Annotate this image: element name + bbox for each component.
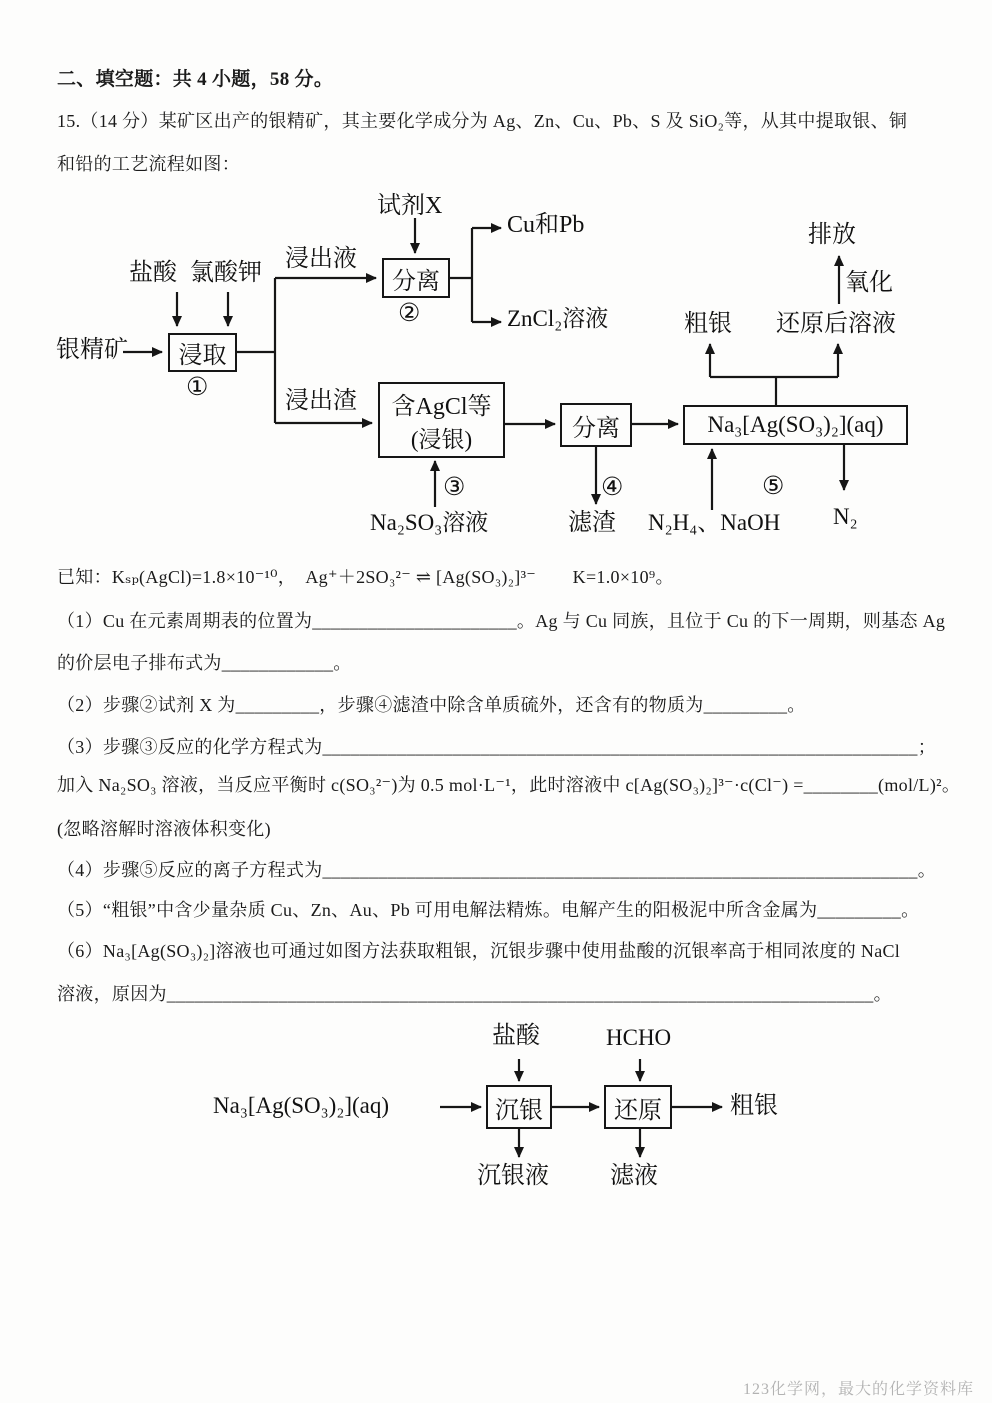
silver-precipitation-diagram <box>0 1015 992 1210</box>
question-3-note: (忽略溶解时溶液体积变化) <box>57 819 271 839</box>
question-3-line-2: 加入 Na₂SO₃ 溶液，当反应平衡时 c(SO₃²⁻)为 0.5 mol·L⁻¹，此时溶液中 c[Ag(SO₃)₂]³⁻·c(Cl⁻) =________(mol/L)²。 <box>57 775 961 795</box>
leach-step-box: 浸取 <box>168 333 237 372</box>
question-1-line-2: 的价层电子排布式为____________。 <box>57 653 352 673</box>
reagent-x-label: 试剂X <box>377 193 443 219</box>
leachate-label: 浸出液 <box>285 246 357 272</box>
process-flow-diagram <box>0 190 992 560</box>
separate-2-box: 分离 <box>382 258 450 298</box>
hcho-label: HCHO <box>606 1025 672 1050</box>
filter-residue-label: 滤渣 <box>568 510 616 536</box>
discharge-label: 排放 <box>808 222 856 248</box>
cu-pb-label: Cu和Pb <box>507 212 585 238</box>
question-5: （5）“粗银”中含少量杂质 Cu、Zn、Au、Pb 可用电解法精炼。电解产生的阳极泥中所含金属为_________。 <box>57 900 920 920</box>
silver-ore-label: 银精矿 <box>56 337 128 363</box>
filtrate-label: 滤液 <box>610 1163 658 1189</box>
agcl-silver-leach-box: 含AgCl等 (浸银) <box>378 382 505 458</box>
leach-residue-label: 浸出渣 <box>285 388 357 414</box>
hcl-2-label: 盐酸 <box>492 1023 540 1049</box>
crude-silver-2-label: 粗银 <box>730 1093 778 1119</box>
section-header: 二、填空题：共 4 小题，58 分。 <box>57 69 334 90</box>
question-2: （2）步骤②试剂 X 为_________，步骤④滤渣中除含单质硫外，还含有的物质为_________。 <box>57 695 806 715</box>
step-5-badge: ⑤ <box>762 473 785 500</box>
crude-silver-label: 粗银 <box>684 311 732 337</box>
step-1-badge: ① <box>186 374 209 401</box>
question-6-line-1: （6）Na₃[Ag(SO₃)₂]溶液也可通过如图方法获取粗银，沉银步骤中使用盐酸的沉银率高于相同浓度的 NaCl <box>57 941 901 961</box>
hcl-label: 盐酸 <box>129 260 177 286</box>
q15-intro-line-1: 15.（14 分）某矿区出产的银精矿，其主要化学成分为 Ag、Zn、Cu、Pb、S 及 SiO₂等，从其中提取银、铜 <box>57 111 908 131</box>
na3ag-feed-label: Na₃[Ag(SO₃)₂](aq) <box>213 1093 390 1118</box>
question-3-line-1: （3）步骤③反应的化学方程式为________________________________________________________________； <box>57 737 936 757</box>
n2h4-naoh-label: N₂H₄、NaOH <box>648 510 781 535</box>
step-4-badge: ④ <box>601 474 624 501</box>
known-data-line: 已知：Kₛₚ(AgCl)=1.8×10⁻¹⁰， Ag⁺＋2SO₃²⁻ ⇌ [Ag(SO₃)₂]³⁻ K=1.0×10⁹。 <box>57 567 674 587</box>
question-4: （4）步骤⑤反应的离子方程式为________________________________________________________________。 <box>57 860 936 880</box>
separate-4-box: 分离 <box>560 403 632 447</box>
precipitate-silver-box: 沉银 <box>486 1085 552 1129</box>
step-2-badge: ② <box>398 300 421 327</box>
question-1-line-1: （1）Cu 在元素周期表的位置为______________________。Ag 与 Cu 同族，且位于 Cu 的下一周期，则基态 Ag <box>57 611 946 631</box>
na2so3-solution-label: Na₂SO₃溶液 <box>370 510 489 535</box>
oxidation-label: 氧化 <box>845 270 893 296</box>
precipitate-liquid-label: 沉银液 <box>477 1163 549 1189</box>
reduce-box: 还原 <box>604 1085 672 1129</box>
q15-intro-line-2: 和铅的工艺流程如图： <box>57 154 240 174</box>
reduced-solution-label: 还原后溶液 <box>776 311 896 337</box>
site-watermark: 123化学网，最大的化学资料库 <box>742 1381 974 1398</box>
connector-lines-2 <box>440 1059 722 1157</box>
step-3-badge: ③ <box>443 474 466 501</box>
kclo3-label: 氯酸钾 <box>190 260 262 286</box>
zncl2-solution-label: ZnCl₂溶液 <box>507 306 609 331</box>
na3ag-so3-solution-box: Na₃[Ag(SO₃)₂](aq) <box>683 405 908 445</box>
n2-label: N₂ <box>833 504 858 529</box>
question-6-line-2: 溶液，原因为____________________________________________________________________________。 <box>57 984 892 1004</box>
